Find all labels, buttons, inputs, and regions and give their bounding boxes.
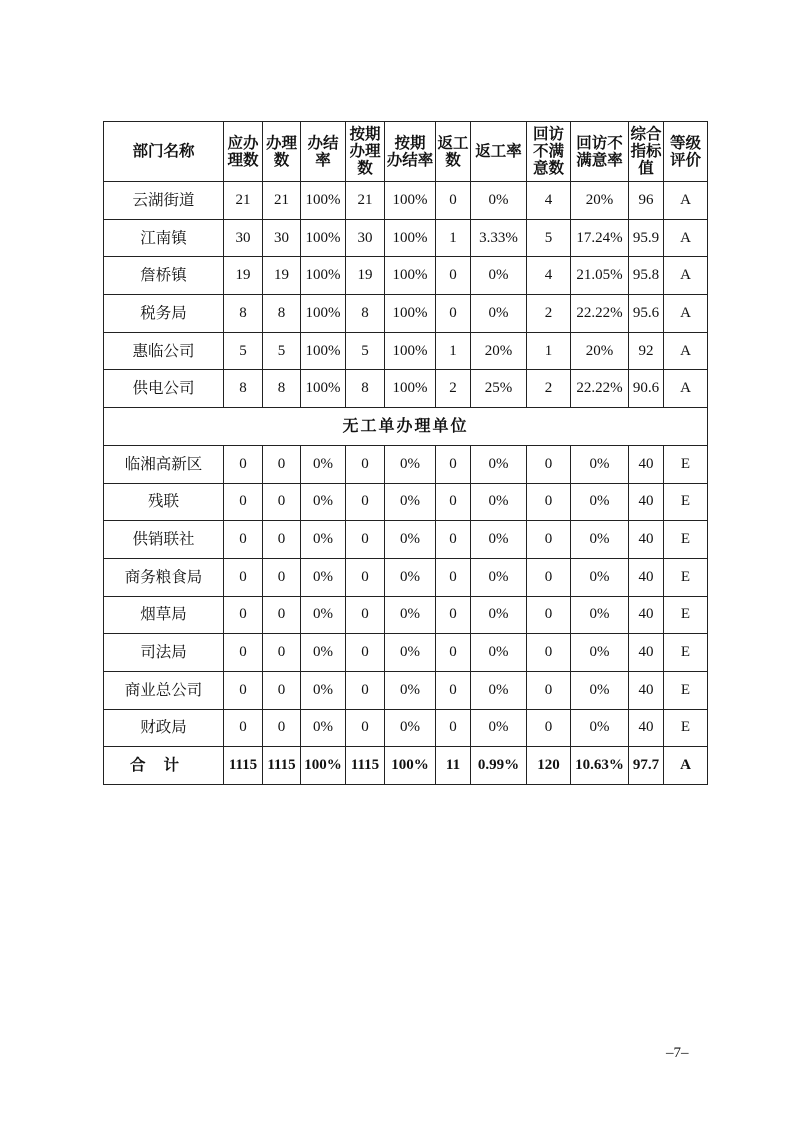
value-cell: E [664,521,708,559]
value-cell: 100% [385,332,436,370]
value-cell: 0% [471,671,527,709]
value-cell: 0 [527,521,571,559]
value-cell: 0% [385,521,436,559]
value-cell: 0% [301,596,346,634]
value-cell: 100% [301,219,346,257]
value-cell: 0% [571,521,629,559]
value-cell: 0% [301,483,346,521]
value-cell: 100% [385,295,436,333]
value-cell: 20% [571,182,629,220]
value-cell: A [664,219,708,257]
value-cell: 92 [629,332,664,370]
value-cell: 100% [301,747,346,785]
value-cell: 0 [346,634,385,672]
value-cell: 19 [346,257,385,295]
value-cell: 8 [224,370,263,408]
value-cell: 8 [263,370,301,408]
value-cell: 1115 [263,747,301,785]
value-cell: 0 [436,257,471,295]
value-cell: 0 [527,558,571,596]
table-row [104,596,708,634]
value-cell: 0% [385,483,436,521]
value-cell: 120 [527,747,571,785]
table-row [104,182,708,220]
column-header: 回访不 满意率 [571,122,629,182]
value-cell: 0 [436,634,471,672]
value-cell: 5 [527,219,571,257]
value-cell: 0 [263,483,301,521]
value-cell: 0% [301,709,346,747]
value-cell: 0% [471,257,527,295]
value-cell: 40 [629,671,664,709]
value-cell: 0 [224,483,263,521]
value-cell: 0% [385,709,436,747]
table-row [104,370,708,408]
value-cell: 5 [346,332,385,370]
table-row [104,634,708,672]
value-cell: A [664,370,708,408]
value-cell: 0% [301,558,346,596]
department-name-cell: 财政局 [104,709,224,747]
column-header: 按期 办理 数 [346,122,385,182]
value-cell: 4 [527,182,571,220]
value-cell: 21 [346,182,385,220]
value-cell: 0 [527,634,571,672]
value-cell: E [664,596,708,634]
value-cell: A [664,332,708,370]
department-name-cell: 惠临公司 [104,332,224,370]
value-cell: 1115 [346,747,385,785]
department-name-cell: 詹桥镇 [104,257,224,295]
value-cell: 100% [385,747,436,785]
value-cell: 0% [471,596,527,634]
value-cell: 21 [224,182,263,220]
value-cell: 0% [471,558,527,596]
value-cell: 20% [571,332,629,370]
value-cell: 0 [527,483,571,521]
column-header: 应办 理数 [224,122,263,182]
value-cell: 2 [527,370,571,408]
value-cell: 2 [436,370,471,408]
value-cell: 100% [301,257,346,295]
value-cell: 22.22% [571,370,629,408]
value-cell: 20% [471,332,527,370]
value-cell: 10.63% [571,747,629,785]
column-header: 办理 数 [263,122,301,182]
value-cell: 1115 [224,747,263,785]
value-cell: 100% [385,257,436,295]
value-cell: 0 [263,671,301,709]
value-cell: 0% [385,671,436,709]
value-cell: E [664,483,708,521]
value-cell: 0% [571,596,629,634]
table-row [104,483,708,521]
value-cell: 0 [527,445,571,483]
value-cell: 3.33% [471,219,527,257]
value-cell: 5 [263,332,301,370]
value-cell: 30 [346,219,385,257]
value-cell: 96 [629,182,664,220]
value-cell: 0% [301,634,346,672]
value-cell: 0% [301,521,346,559]
column-header: 返工 数 [436,122,471,182]
value-cell: 0 [346,671,385,709]
value-cell: 0 [436,558,471,596]
department-name-cell: 残联 [104,483,224,521]
value-cell: 8 [346,295,385,333]
value-cell: 25% [471,370,527,408]
department-name-cell: 供电公司 [104,370,224,408]
table-row [104,671,708,709]
value-cell: 0 [263,709,301,747]
value-cell: 0 [224,521,263,559]
value-cell: 0 [263,634,301,672]
value-cell: 0% [301,445,346,483]
value-cell: 97.7 [629,747,664,785]
value-cell: 40 [629,521,664,559]
value-cell: 1 [527,332,571,370]
value-cell: A [664,747,708,785]
department-name-cell: 司法局 [104,634,224,672]
value-cell: 0% [571,445,629,483]
value-cell: 95.6 [629,295,664,333]
value-cell: 0% [571,483,629,521]
value-cell: 0 [346,521,385,559]
value-cell: E [664,558,708,596]
value-cell: 19 [224,257,263,295]
column-header: 按期 办结率 [385,122,436,182]
department-name-cell: 云湖街道 [104,182,224,220]
column-header: 办结 率 [301,122,346,182]
value-cell: 0% [471,182,527,220]
value-cell: 2 [527,295,571,333]
department-name-cell: 商业总公司 [104,671,224,709]
value-cell: 0 [436,596,471,634]
value-cell: E [664,671,708,709]
value-cell: A [664,182,708,220]
value-cell: 0 [263,558,301,596]
value-cell: 8 [346,370,385,408]
value-cell: 0 [346,483,385,521]
department-name-cell: 江南镇 [104,219,224,257]
value-cell: 30 [224,219,263,257]
column-header: 部门名称 [104,122,224,182]
column-header: 综合 指标 值 [629,122,664,182]
column-header: 返工率 [471,122,527,182]
value-cell: E [664,445,708,483]
value-cell: 21 [263,182,301,220]
value-cell: 0 [436,182,471,220]
value-cell: 17.24% [571,219,629,257]
table-row [104,219,708,257]
department-name-cell: 税务局 [104,295,224,333]
value-cell: 11 [436,747,471,785]
value-cell: 0 [224,671,263,709]
value-cell: 0% [385,634,436,672]
value-cell: 0% [571,671,629,709]
value-cell: 0% [301,671,346,709]
value-cell: A [664,295,708,333]
value-cell: 90.6 [629,370,664,408]
value-cell: 0% [571,558,629,596]
value-cell: 0 [346,709,385,747]
value-cell: 40 [629,709,664,747]
value-cell: 0 [263,521,301,559]
department-name-cell: 合计 [104,747,224,785]
department-performance-table [103,121,708,785]
value-cell: 95.8 [629,257,664,295]
table-row [104,295,708,333]
value-cell: 0% [385,596,436,634]
section-title: 无工单办理单位 [104,408,708,446]
value-cell: E [664,709,708,747]
table-header-row [104,122,708,182]
value-cell: 0 [224,445,263,483]
value-cell: 5 [224,332,263,370]
value-cell: 0% [385,445,436,483]
value-cell: 0 [527,596,571,634]
value-cell: 19 [263,257,301,295]
value-cell: 0% [471,709,527,747]
value-cell: 0% [471,295,527,333]
value-cell: 1 [436,219,471,257]
value-cell: 0 [436,483,471,521]
value-cell: 21.05% [571,257,629,295]
table-row [104,709,708,747]
value-cell: 0 [436,295,471,333]
value-cell: 100% [385,370,436,408]
value-cell: 30 [263,219,301,257]
value-cell: 100% [385,182,436,220]
section-header-row [104,408,708,446]
value-cell: 4 [527,257,571,295]
value-cell: E [664,634,708,672]
value-cell: 95.9 [629,219,664,257]
value-cell: 0 [224,558,263,596]
column-header: 等级 评价 [664,122,708,182]
value-cell: 0% [385,558,436,596]
value-cell: 0 [224,709,263,747]
table-row [104,332,708,370]
value-cell: 0.99% [471,747,527,785]
value-cell: 0 [527,671,571,709]
value-cell: 0 [346,596,385,634]
value-cell: 0 [263,445,301,483]
value-cell: 0% [471,445,527,483]
value-cell: 0% [571,634,629,672]
department-name-cell: 商务粮食局 [104,558,224,596]
table-row [104,558,708,596]
value-cell: 8 [224,295,263,333]
value-cell: 0 [346,445,385,483]
department-name-cell: 供销联社 [104,521,224,559]
value-cell: 40 [629,445,664,483]
value-cell: 100% [385,219,436,257]
total-row [104,747,708,785]
value-cell: 40 [629,634,664,672]
value-cell: 0 [263,596,301,634]
value-cell: A [664,257,708,295]
value-cell: 0 [346,558,385,596]
value-cell: 40 [629,483,664,521]
value-cell: 1 [436,332,471,370]
value-cell: 0 [527,709,571,747]
table-row [104,521,708,559]
value-cell: 40 [629,596,664,634]
value-cell: 0% [471,483,527,521]
department-name-cell: 临湘高新区 [104,445,224,483]
table-row [104,445,708,483]
value-cell: 100% [301,332,346,370]
page-number: –7– [666,1045,689,1061]
value-cell: 22.22% [571,295,629,333]
table-row [104,257,708,295]
value-cell: 100% [301,370,346,408]
department-name-cell: 烟草局 [104,596,224,634]
value-cell: 100% [301,182,346,220]
value-cell: 0% [571,709,629,747]
value-cell: 0% [471,521,527,559]
value-cell: 100% [301,295,346,333]
value-cell: 0 [224,634,263,672]
value-cell: 0 [436,445,471,483]
value-cell: 40 [629,558,664,596]
value-cell: 0 [224,596,263,634]
value-cell: 0 [436,521,471,559]
value-cell: 8 [263,295,301,333]
value-cell: 0 [436,709,471,747]
value-cell: 0 [436,671,471,709]
column-header: 回访 不满 意数 [527,122,571,182]
value-cell: 0% [471,634,527,672]
